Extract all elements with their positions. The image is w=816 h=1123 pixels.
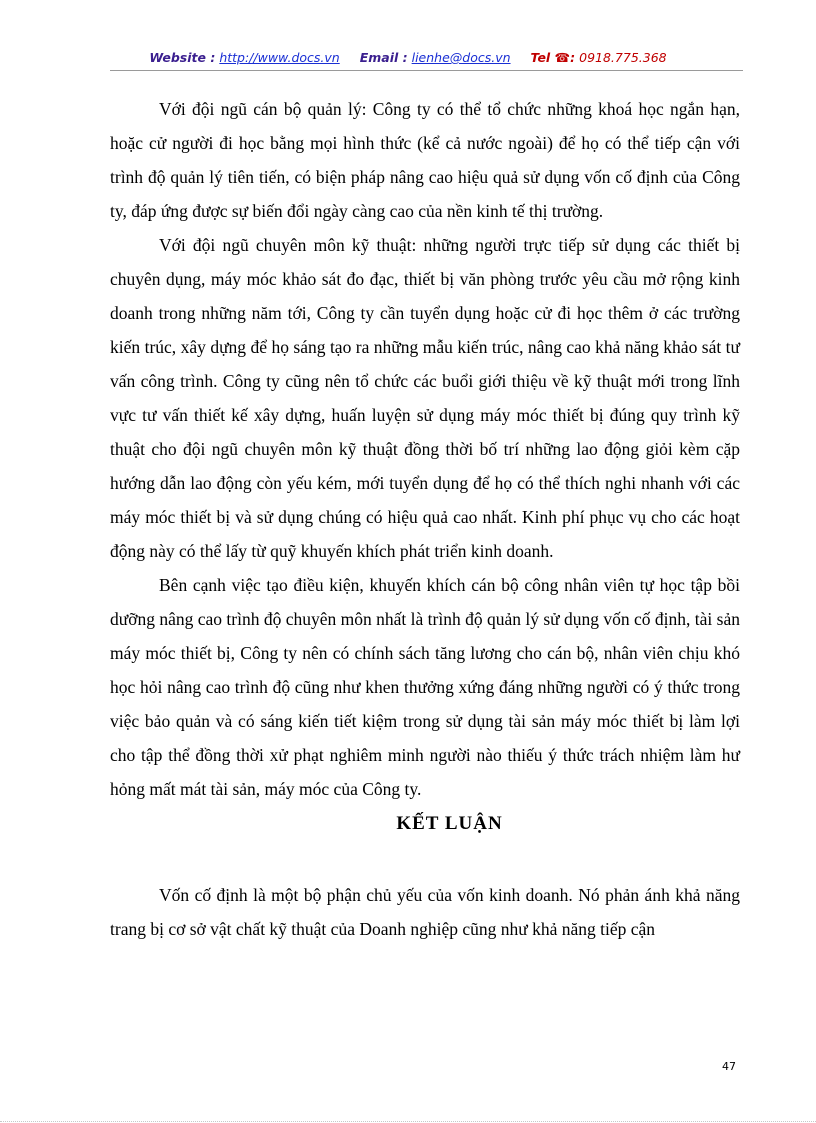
page-header	[0, 50, 816, 65]
header-divider	[110, 70, 743, 71]
document-body	[110, 92, 740, 946]
tel-value: 0918.775.368	[579, 50, 667, 65]
paragraph-incentives: Bên cạnh việc tạo điều kiện, khuyến khích cán bộ công nhân viên tự học tập bồi dưỡng nâng cao trình độ chuyên môn nhất là trình độ quản lý sử dụng vốn cố định, tài sản máy móc thiết bị, Công ty nên có chính sách tăng lương cho cán bộ, nhân viên chịu khó học hỏi nâng cao trình độ cũng như khen thưởng xứng đáng những người có ý thức trong việc bảo quản và có sáng kiến tiết kiệm trong sử dụng tài sản máy móc thiết bị làm lợi cho tập thể đồng thời xử phạt nghiêm minh người nào thiếu ý thức trách nhiệm làm hư hỏng mất mát tài sản, máy móc của Công ty.	[110, 575, 740, 799]
paragraph-technical-staff: Với đội ngũ chuyên môn kỹ thuật: những người trực tiếp sử dụng các thiết bị chuyên dụng, máy móc khảo sát đo đạc, thiết bị văn phòng trước yêu cầu mở rộng kinh doanh trong những năm tới, Công ty cần tuyển dụng hoặc cử đi học thêm ở các trường kiến trúc, xây dựng để họ sáng tạo ra những mẫu kiến trúc, nâng cao khả năng khảo sát tư vấn công trình. Công ty cũng nên tổ chức các buổi giới thiệu về kỹ thuật mới trong lĩnh vực tư vấn thiết kế xây dựng, huấn luyện sử dụng máy móc thiết bị đúng quy trình kỹ thuật cho đội ngũ chuyên môn kỹ thuật đồng thời bố trí những lao động giỏi kèm cặp hướng dẫn lao động còn yếu kém, mới tuyển dụng để họ có thể thích nghi nhanh với các máy móc thiết bị và sử dụng chúng có hiệu quả cao nhất. Kinh phí phục vụ cho các hoạt động này có thể lấy từ quỹ khuyến khích phát triển kinh doanh.	[110, 235, 740, 561]
tel-label: Tel ☎:	[530, 50, 576, 65]
website-link[interactable]: http://www.docs.vn	[219, 50, 340, 65]
page-bottom-divider	[0, 1121, 816, 1122]
paragraph-management-staff: Với đội ngũ cán bộ quản lý: Công ty có thể tổ chức những khoá học ngắn hạn, hoặc cử người đi học bằng mọi hình thức (kể cả nước ngoài) để họ có thể tiếp cận với trình độ quản lý tiên tiến, có biện pháp nâng cao hiệu quả sử dụng vốn cố định của Công ty, đáp ứng được sự biến đổi ngày càng cao của nền kinh tế thị trường.	[110, 99, 740, 221]
website-label: Website :	[149, 50, 216, 65]
section-heading-conclusion: KẾT LUẬN	[396, 813, 503, 834]
page-number: 47	[722, 1060, 736, 1073]
email-link[interactable]: lienhe@docs.vn	[411, 50, 511, 65]
section-spacer	[110, 842, 740, 878]
email-label: Email :	[359, 50, 408, 65]
paragraph-conclusion: Vốn cố định là một bộ phận chủ yếu của vốn kinh doanh. Nó phản ánh khả năng trang bị cơ sở vật chất kỹ thuật của Doanh nghiệp cũng như khả năng tiếp cận	[110, 885, 740, 939]
